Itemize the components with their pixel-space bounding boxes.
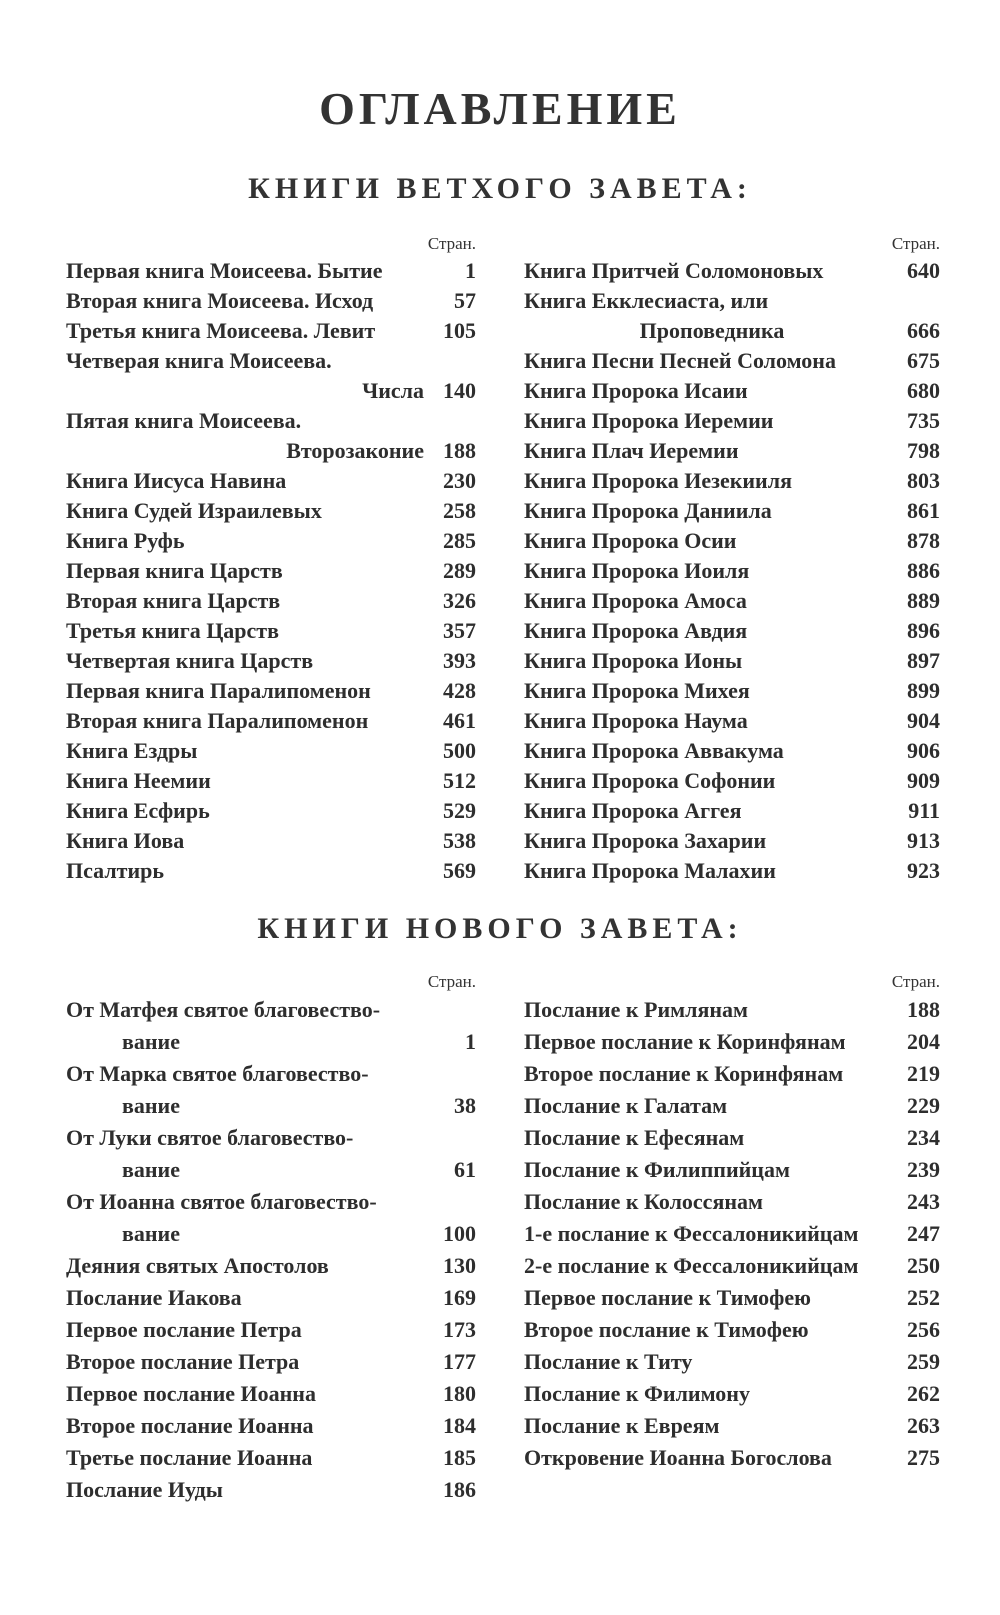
toc-entry-page: 186 bbox=[443, 1477, 476, 1502]
nt-right-column bbox=[524, 970, 940, 1474]
toc-entry-title: Книга Пророка Аввакума bbox=[524, 738, 784, 763]
toc-entry bbox=[66, 316, 476, 346]
toc-entry-page: 886 bbox=[907, 558, 940, 583]
toc-entry-title: Первая книга Моисеева. Бытие bbox=[66, 258, 383, 283]
toc-entry bbox=[524, 1090, 940, 1122]
ot-heading: КНИГИ ВЕТХОГО ЗАВЕТА: bbox=[248, 172, 752, 205]
toc-entry-page: 184 bbox=[443, 1413, 476, 1438]
toc-entry-title: Проповедника bbox=[639, 318, 785, 343]
toc-entry-page: 500 bbox=[443, 738, 476, 763]
toc-entry bbox=[66, 1250, 476, 1282]
toc-entry-page: 289 bbox=[443, 558, 476, 583]
toc-entry bbox=[66, 646, 476, 676]
toc-entry bbox=[524, 556, 940, 586]
toc-entry-title: Первая книга Царств bbox=[66, 558, 283, 583]
toc-entry-page: 250 bbox=[907, 1253, 940, 1278]
toc-entry-page: 173 bbox=[443, 1317, 476, 1342]
toc-entry-page: 675 bbox=[907, 348, 940, 373]
toc-entry-title: Третья книга Царств bbox=[66, 618, 279, 643]
toc-entry bbox=[524, 256, 940, 286]
toc-entry-title: 2-е послание к Фессалоникийцам bbox=[524, 1253, 859, 1278]
toc-entry-title: Послание к Филимону bbox=[524, 1381, 750, 1406]
toc-entry bbox=[524, 766, 940, 796]
toc-entry-title: Книга Пророка Осии bbox=[524, 528, 737, 553]
toc-entry-page: 640 bbox=[907, 258, 940, 283]
toc-entry bbox=[524, 676, 940, 706]
toc-entry-page: 889 bbox=[907, 588, 940, 613]
toc-entry-page: 1 bbox=[465, 1029, 476, 1054]
toc-entry bbox=[524, 406, 940, 436]
toc-entry-page: 100 bbox=[443, 1221, 476, 1246]
toc-entry-title: Книга Плач Иеремии bbox=[524, 438, 739, 463]
toc-entry bbox=[66, 994, 476, 1026]
toc-entry bbox=[524, 1442, 940, 1474]
toc-entry-title: Послание к Ефесянам bbox=[524, 1125, 745, 1150]
nt-heading: КНИГИ НОВОГО ЗАВЕТА: bbox=[257, 912, 743, 945]
toc-entry bbox=[66, 436, 476, 466]
toc-entry-page: 130 bbox=[443, 1253, 476, 1278]
toc-entry-title: Книга Пророка Иоиля bbox=[524, 558, 750, 583]
toc-entry-title: Книга Пророка Исаии bbox=[524, 378, 748, 403]
toc-entry-title: Послание Иуды bbox=[66, 1477, 223, 1502]
toc-entry-page: 538 bbox=[443, 828, 476, 853]
toc-entry-page: 326 bbox=[443, 588, 476, 613]
toc-entry-title: Вторая книга Царств bbox=[66, 588, 281, 613]
toc-entry-page: 906 bbox=[907, 738, 940, 763]
toc-entry-page: 285 bbox=[443, 528, 476, 553]
toc-entry-title: Второе послание к Коринфянам bbox=[524, 1061, 844, 1086]
toc-entry-title: Второе послание Петра bbox=[66, 1349, 300, 1374]
toc-entry bbox=[66, 1186, 476, 1218]
toc-entry bbox=[524, 1314, 940, 1346]
toc-entry-title: Книга Пророка Иезекииля bbox=[524, 468, 792, 493]
toc-entry bbox=[524, 706, 940, 736]
toc-entry bbox=[524, 586, 940, 616]
toc-entry-title: Третья книга Моисеева. Левит bbox=[66, 318, 376, 343]
toc-entry bbox=[66, 826, 476, 856]
toc-entry-page: 204 bbox=[907, 1029, 940, 1054]
toc-entry bbox=[524, 646, 940, 676]
toc-entry-page: 909 bbox=[907, 768, 940, 793]
toc-entry bbox=[66, 346, 476, 376]
toc-entry bbox=[524, 496, 940, 526]
toc-entry-page: 735 bbox=[907, 408, 940, 433]
toc-entry-title: Книга Неемии bbox=[66, 768, 211, 793]
toc-entry-page: 923 bbox=[907, 858, 940, 883]
toc-entry-page: 913 bbox=[907, 828, 940, 853]
ot-right-column bbox=[524, 232, 940, 886]
toc-entry-page: 1 bbox=[465, 258, 476, 283]
toc-entry bbox=[524, 376, 940, 406]
toc-entry-title: Первая книга Паралипоменон bbox=[66, 678, 371, 703]
toc-entry-title: Книга Пророка Авдия bbox=[524, 618, 748, 643]
toc-entry bbox=[66, 376, 476, 406]
toc-entry-page: 899 bbox=[907, 678, 940, 703]
toc-entry-page: 105 bbox=[443, 318, 476, 343]
toc-entry-page: 259 bbox=[907, 1349, 940, 1374]
toc-entry-title: 1-е послание к Фессалоникийцам bbox=[524, 1221, 859, 1246]
toc-entry bbox=[66, 1282, 476, 1314]
toc-entry-title: Откровение Иоанна Богослова bbox=[524, 1445, 832, 1470]
toc-entry bbox=[66, 286, 476, 316]
toc-entry bbox=[66, 586, 476, 616]
toc-entry-page: 258 bbox=[443, 498, 476, 523]
toc-entry-title: вание bbox=[122, 1221, 180, 1246]
toc-entry-title: Числа bbox=[362, 378, 424, 403]
toc-entry-page: 180 bbox=[443, 1381, 476, 1406]
toc-entry-title: Вторая книга Моисеева. Исход bbox=[66, 288, 374, 313]
toc-entry-page: 169 bbox=[443, 1285, 476, 1310]
toc-entry-title: Книга Пророка Аггея bbox=[524, 798, 742, 823]
toc-entry bbox=[66, 856, 476, 886]
toc-entry-title: вание bbox=[122, 1157, 180, 1182]
toc-entry bbox=[66, 1314, 476, 1346]
toc-entry bbox=[66, 256, 476, 286]
toc-entry-page: 256 bbox=[907, 1317, 940, 1342]
toc-entry bbox=[66, 1218, 476, 1250]
toc-entry-page: 177 bbox=[443, 1349, 476, 1374]
toc-entry bbox=[66, 1090, 476, 1122]
toc-entry bbox=[524, 1218, 940, 1250]
ot-left-column bbox=[66, 232, 476, 886]
toc-entry-title: Книга Есфирь bbox=[66, 798, 210, 823]
toc-entry-page: 428 bbox=[443, 678, 476, 703]
toc-entry-page: 798 bbox=[907, 438, 940, 463]
toc-entry bbox=[66, 496, 476, 526]
toc-entry-page: 512 bbox=[443, 768, 476, 793]
toc-entry-page: 185 bbox=[443, 1445, 476, 1470]
toc-entry-page: 911 bbox=[908, 798, 940, 823]
toc-entry bbox=[524, 1250, 940, 1282]
toc-entry-page: 569 bbox=[443, 858, 476, 883]
toc-entry bbox=[524, 736, 940, 766]
toc-entry bbox=[524, 796, 940, 826]
toc-entry bbox=[66, 1378, 476, 1410]
toc-entry bbox=[524, 1026, 940, 1058]
toc-entry-title: Книга Пророка Даниила bbox=[524, 498, 772, 523]
toc-entry bbox=[66, 736, 476, 766]
toc-entry-page: 219 bbox=[907, 1061, 940, 1086]
toc-entry bbox=[66, 616, 476, 646]
toc-entry bbox=[66, 1026, 476, 1058]
toc-entry bbox=[66, 526, 476, 556]
toc-entry-title: Послание к Колоссянам bbox=[524, 1189, 764, 1214]
toc-entry-page: 666 bbox=[907, 318, 940, 343]
toc-entry-page: 243 bbox=[907, 1189, 940, 1214]
toc-entry bbox=[66, 406, 476, 436]
toc-entry bbox=[524, 1410, 940, 1442]
toc-entry-page: 262 bbox=[907, 1381, 940, 1406]
toc-entry-title: Послание Иакова bbox=[66, 1285, 242, 1310]
toc-entry-title: Первое послание Петра bbox=[66, 1317, 302, 1342]
toc-entry-title: От Иоанна святое благовество- bbox=[66, 1189, 377, 1214]
toc-entry-page: 188 bbox=[907, 997, 940, 1022]
toc-entry bbox=[66, 1442, 476, 1474]
toc-entry bbox=[66, 766, 476, 796]
toc-entry-title: Первое послание к Тимофею bbox=[524, 1285, 811, 1310]
toc-entry bbox=[66, 796, 476, 826]
toc-entry-page: 680 bbox=[907, 378, 940, 403]
toc-entry-page: 803 bbox=[907, 468, 940, 493]
toc-entry-title: Книга Судей Израилевых bbox=[66, 498, 322, 523]
toc-entry bbox=[524, 1122, 940, 1154]
toc-entry-page: 38 bbox=[454, 1093, 476, 1118]
toc-entry bbox=[524, 316, 940, 346]
toc-entry-title: От Матфея святое благовество- bbox=[66, 997, 381, 1022]
toc-entry-page: 461 bbox=[443, 708, 476, 733]
toc-entry bbox=[524, 994, 940, 1026]
toc-entry-page: 861 bbox=[907, 498, 940, 523]
toc-entry-title: Второе послание к Тимофею bbox=[524, 1317, 809, 1342]
toc-entry-page: 234 bbox=[907, 1125, 940, 1150]
toc-entry-page: 263 bbox=[907, 1413, 940, 1438]
toc-entry-title: Книга Пророка Иеремии bbox=[524, 408, 774, 433]
toc-entry-title: Книга Пророка Захарии bbox=[524, 828, 767, 853]
toc-entry-title: Книга Пророка Малахии bbox=[524, 858, 776, 883]
toc-entry-title: Первое послание Иоанна bbox=[66, 1381, 316, 1406]
toc-entry bbox=[524, 826, 940, 856]
toc-entry bbox=[524, 1154, 940, 1186]
toc-entry-title: Книга Руфь bbox=[66, 528, 185, 553]
toc-entry-title: Книга Пророка Амоса bbox=[524, 588, 747, 613]
toc-entry bbox=[66, 466, 476, 496]
toc-entry-title: Вторая книга Паралипоменон bbox=[66, 708, 369, 733]
toc-entry-page: 897 bbox=[907, 648, 940, 673]
toc-entry bbox=[524, 856, 940, 886]
toc-entry bbox=[524, 346, 940, 376]
toc-entry-title: Книга Притчей Соломоновых bbox=[524, 258, 824, 283]
toc-entry-title: Книга Песни Песней Соломона bbox=[524, 348, 836, 373]
toc-entry bbox=[524, 1058, 940, 1090]
toc-entry-title: Книга Пророка Ионы bbox=[524, 648, 743, 673]
toc-entry-title: От Луки святое благовество- bbox=[66, 1125, 354, 1150]
ot-right-page-header: Стран. bbox=[891, 234, 940, 253]
toc-entry bbox=[66, 1346, 476, 1378]
toc-entry-title: Книга Иова bbox=[66, 828, 185, 853]
toc-entry-page: 57 bbox=[454, 288, 476, 313]
toc-entry bbox=[524, 1346, 940, 1378]
toc-entry bbox=[66, 676, 476, 706]
toc-entry-title: Книга Екклесиаста, или bbox=[524, 288, 769, 313]
toc-entry-title: Книга Ездры bbox=[66, 738, 198, 763]
toc-entry-page: 896 bbox=[907, 618, 940, 643]
toc-entry bbox=[524, 286, 940, 316]
toc-entry-page: 239 bbox=[907, 1157, 940, 1182]
toc-entry bbox=[524, 1282, 940, 1314]
toc-entry bbox=[66, 1474, 476, 1506]
toc-entry-page: 357 bbox=[443, 618, 476, 643]
toc-entry-page: 230 bbox=[443, 468, 476, 493]
toc-entry-title: вание bbox=[122, 1093, 180, 1118]
toc-entry-title: Книга Пророка Наума bbox=[524, 708, 748, 733]
toc-entry bbox=[524, 616, 940, 646]
toc-entry bbox=[66, 1410, 476, 1442]
toc-entry-title: Первое послание к Коринфянам bbox=[524, 1029, 846, 1054]
toc-entry bbox=[524, 436, 940, 466]
nt-left-page-header: Стран. bbox=[427, 972, 476, 991]
toc-entry-title: Послание к Галатам bbox=[524, 1093, 728, 1118]
toc-entry-title: Пятая книга Моисеева. bbox=[66, 408, 302, 433]
toc-entry bbox=[66, 556, 476, 586]
toc-entry-title: Второе послание Иоанна bbox=[66, 1413, 314, 1438]
toc-entry bbox=[66, 1154, 476, 1186]
toc-entry bbox=[524, 1186, 940, 1218]
toc-entry-page: 140 bbox=[443, 378, 476, 403]
toc-entry-page: 252 bbox=[907, 1285, 940, 1310]
ot-left-page-header: Стран. bbox=[427, 234, 476, 253]
toc-entry-title: Послание к Титу bbox=[524, 1349, 693, 1374]
toc-entry-page: 247 bbox=[907, 1221, 940, 1246]
toc-entry bbox=[524, 1378, 940, 1410]
toc-entry-page: 393 bbox=[443, 648, 476, 673]
toc-entry-title: Второзаконие bbox=[286, 438, 424, 463]
toc-entry-page: 904 bbox=[907, 708, 940, 733]
nt-right-page-header: Стран. bbox=[891, 972, 940, 991]
toc-entry-title: Книга Пророка Софонии bbox=[524, 768, 776, 793]
toc-entry-title: Послание к Филиппийцам bbox=[524, 1157, 790, 1182]
toc-entry-title: Послание к Римлянам bbox=[524, 997, 749, 1022]
toc-entry-title: Книга Пророка Михея bbox=[524, 678, 750, 703]
toc-entry-title: Псалтирь bbox=[66, 858, 165, 883]
toc-entry bbox=[66, 1122, 476, 1154]
toc-entry-title: Послание к Евреям bbox=[524, 1413, 720, 1438]
toc-entry-title: Четверая книга Моисеева. bbox=[66, 348, 332, 373]
toc-entry-title: Деяния святых Апостолов bbox=[66, 1253, 329, 1278]
toc-entry bbox=[524, 466, 940, 496]
toc-entry-title: От Марка святое благовество- bbox=[66, 1061, 369, 1086]
toc-entry-title: Третье послание Иоанна bbox=[66, 1445, 313, 1470]
toc-entry-page: 188 bbox=[443, 438, 476, 463]
page-title: ОГЛАВЛЕНИЕ bbox=[319, 83, 681, 134]
toc-entry-title: Книга Иисуса Навина bbox=[66, 468, 287, 493]
toc-entry bbox=[524, 526, 940, 556]
toc-entry-title: вание bbox=[122, 1029, 180, 1054]
toc-entry-page: 878 bbox=[907, 528, 940, 553]
nt-left-column bbox=[66, 970, 476, 1506]
toc-entry-page: 61 bbox=[454, 1157, 476, 1182]
toc-entry-page: 529 bbox=[443, 798, 476, 823]
toc-entry-page: 275 bbox=[907, 1445, 940, 1470]
toc-entry-title: Четвертая книга Царств bbox=[66, 648, 314, 673]
toc-entry bbox=[66, 1058, 476, 1090]
toc-entry bbox=[66, 706, 476, 736]
toc-entry-page: 229 bbox=[907, 1093, 940, 1118]
